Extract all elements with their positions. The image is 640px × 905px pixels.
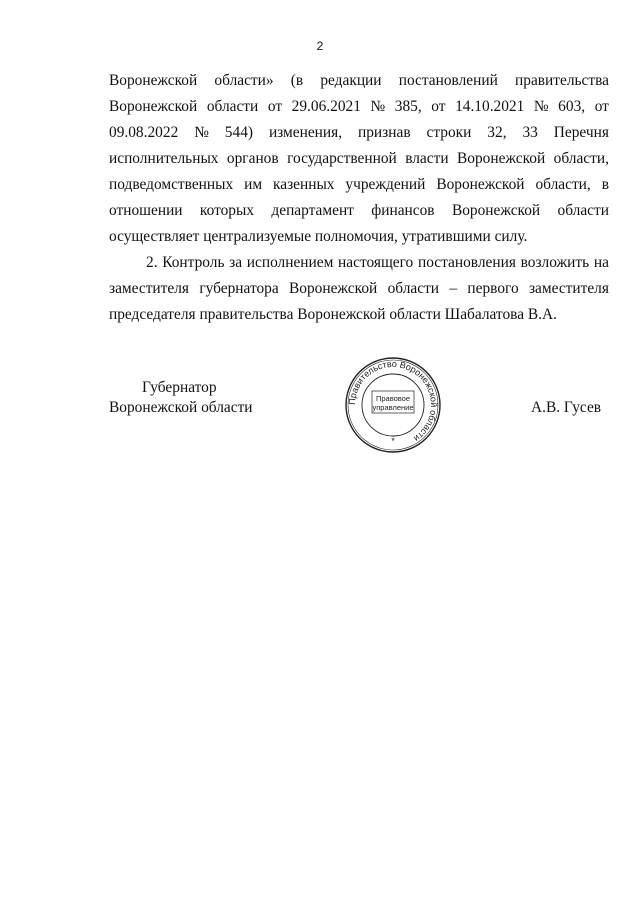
- word: губернатора: [199, 280, 279, 297]
- word: учреждений: [345, 176, 426, 193]
- word: признав: [358, 124, 411, 141]
- word: 603,: [558, 98, 586, 115]
- word: им: [244, 176, 263, 193]
- word: власти: [405, 150, 449, 167]
- word: Перечня: [553, 124, 609, 141]
- word: осуществляет централизуемые полномочия, утратившими силу.: [109, 228, 528, 245]
- seal-ring-text: Правительство Воронежской области: [346, 358, 440, 444]
- word: подведомственных: [109, 176, 234, 193]
- word: редакции: [320, 72, 382, 89]
- text-line: [109, 94, 609, 120]
- word: области: [206, 98, 259, 115]
- text-line: [109, 276, 609, 302]
- word: Воронежской: [109, 98, 198, 115]
- word: области»: [214, 72, 274, 89]
- word: –: [449, 280, 458, 297]
- text-line: [109, 172, 609, 198]
- word: финансов: [371, 202, 435, 219]
- word: 385,: [394, 98, 422, 115]
- word: области,: [535, 176, 591, 193]
- text-line: [109, 120, 609, 146]
- seal-center-line-2: управление: [372, 403, 414, 412]
- word: органов: [226, 150, 279, 167]
- word: 33: [522, 124, 538, 141]
- word: первого: [467, 280, 519, 297]
- word: Воронежской: [436, 176, 525, 193]
- word: отношении: [109, 202, 183, 219]
- word: Воронежской: [451, 202, 541, 219]
- word: 32,: [487, 124, 507, 141]
- word: департамент: [271, 202, 354, 219]
- text-line: [109, 224, 609, 250]
- word: председателя правительства Воронежской области Шабалатова В.А.: [109, 306, 557, 323]
- word: 09.08.2022: [109, 124, 179, 141]
- word: исполнением: [246, 254, 334, 271]
- word: Воронежской: [289, 280, 378, 297]
- word: (в: [290, 72, 304, 89]
- word: Воронежской: [456, 150, 546, 167]
- word: постановления: [417, 254, 516, 271]
- word: изменения,: [268, 124, 343, 141]
- word: правительства: [515, 72, 609, 89]
- word: 14.10.2021: [455, 98, 525, 115]
- word: казенных: [273, 176, 335, 193]
- word: от: [267, 98, 283, 115]
- signature-role-region: Воронежской области: [109, 399, 253, 416]
- word: 29.06.2021: [291, 98, 361, 115]
- word: в: [601, 176, 609, 193]
- word: заместителя: [528, 280, 609, 297]
- word: области: [557, 202, 609, 219]
- word: на: [593, 254, 609, 271]
- word: Воронежской: [109, 72, 198, 89]
- text-line: [109, 250, 609, 276]
- paragraph-2: [109, 250, 609, 328]
- document-body: [109, 68, 609, 328]
- word: заместителя: [109, 280, 189, 297]
- word: области,: [553, 150, 609, 167]
- word: от: [594, 98, 609, 115]
- word: №: [370, 98, 386, 115]
- word: области: [387, 280, 440, 297]
- word: №: [533, 98, 549, 115]
- word: от: [431, 98, 446, 115]
- seal-star: *: [391, 436, 395, 446]
- signature-role: [109, 378, 253, 418]
- text-line: [109, 68, 609, 94]
- word: исполнительных: [109, 150, 219, 167]
- text-line: [109, 198, 609, 224]
- signatory-name: А.В. Гусев: [531, 399, 602, 416]
- word: которых: [199, 202, 255, 219]
- word: 544): [224, 124, 254, 141]
- official-seal: [343, 355, 443, 455]
- page-number: 2: [316, 39, 324, 53]
- word: Контроль: [162, 254, 225, 271]
- paragraph-1: [109, 68, 609, 250]
- text-line: [109, 146, 609, 172]
- word: №: [194, 124, 209, 141]
- word: постановлений: [398, 72, 498, 89]
- word: 2.: [146, 254, 158, 271]
- word: строки: [426, 124, 472, 141]
- word: государственной: [287, 150, 397, 167]
- seal-center-line-1: Правовое: [375, 394, 411, 403]
- signature-role-title: Губернатор: [142, 379, 217, 396]
- word: возложить: [520, 254, 590, 271]
- word: за: [229, 254, 243, 271]
- text-line: [109, 302, 609, 328]
- word: настоящего: [338, 254, 414, 271]
